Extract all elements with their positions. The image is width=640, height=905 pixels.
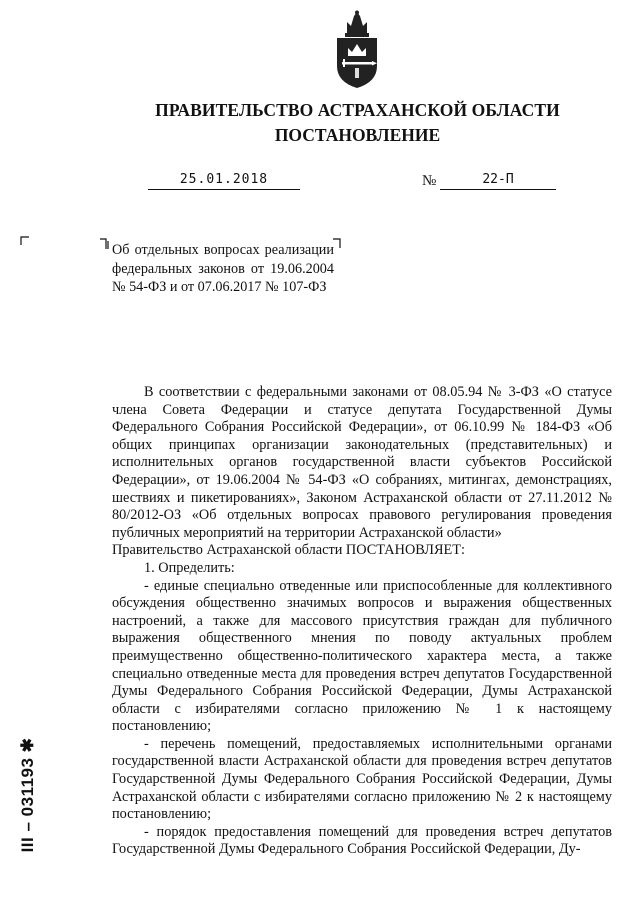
corner-mark-subject-left: [99, 238, 111, 250]
document-type: ПОСТАНОВЛЕНИЕ: [274, 125, 441, 145]
bullet-paragraph-1: - единые специально отведенные или приспособленные для коллективного обсуждения общественно значимых вопросов и выражения общественных настроений, а также для массового присутствия граждан для публичного выражения общественного мнения по поводу актуальных проблем преимущественно общественно-политического характера места, а также специально отведенные места для проведения встреч депутатов Государственной Думы Федерального Собрания Российской Федерации, Думы Астраханской области с избирателями согласно приложению № 1 к настоящему постановлению;: [112, 577, 612, 735]
bullet-paragraph-3: - порядок предоставления помещений для проведения встреч депутатов Государственной Думы Федерального Собрания Российской Федерации, Ду-: [112, 823, 612, 858]
serial-number-text: ІІІ – 031193 ✱: [18, 737, 37, 853]
resolve-statement: Правительство Астраханской области ПОСТАНОВЛЯЕТ:: [112, 542, 465, 559]
document-number: 22-П: [440, 172, 556, 190]
item-1-heading: 1. Определить:: [144, 559, 235, 576]
preamble-paragraph: В соответствии с федеральными законами от 08.05.94 № 3-ФЗ «О статусе члена Совета Федерации и статусе депутата Государственной Думы Федерального Собрания Российской Федерации», от 06.10.99 № 184-ФЗ «Об общих принципах организации законодательных (представительных) и исполнительных органов государственной власти субъектов Российской Федерации», от 19.06.2004 № 54-ФЗ «О собраниях, митингах, демонстрациях, шествиях и пикетированиях», Законом Астраханской области от 27.11.2012 № 80/2012-ОЗ «Об отдельных вопросах правового регулирования проведения публичных мероприятий на территории Астраханской области»: [112, 384, 612, 541]
serial-number-stamp: [18, 710, 38, 880]
document-date: 25.01.2018: [148, 172, 300, 190]
corner-mark-left: [20, 236, 30, 246]
government-title: ПРАВИТЕЛЬСТВО АСТРАХАНСКОЙ ОБЛАСТИ: [155, 100, 560, 120]
bullet-paragraph-2: - перечень помещений, предоставляемых исполнительными органами государственной власти Астраханской области для проведения встреч депутатов Государственной Думы Федерального Собрания Российской Федерации, Думы Астраханской области с избирателями согласно приложению № 2 к настоящему постановлению;: [112, 735, 612, 823]
number-label: №: [422, 173, 437, 189]
document-body: [112, 384, 612, 859]
coat-of-arms-emblem: [329, 10, 385, 90]
document-subject: Об отдельных вопросах реализации федеральных законов от 19.06.2004 № 54-ФЗ и от 07.06.2017 № 107-ФЗ: [112, 242, 334, 295]
